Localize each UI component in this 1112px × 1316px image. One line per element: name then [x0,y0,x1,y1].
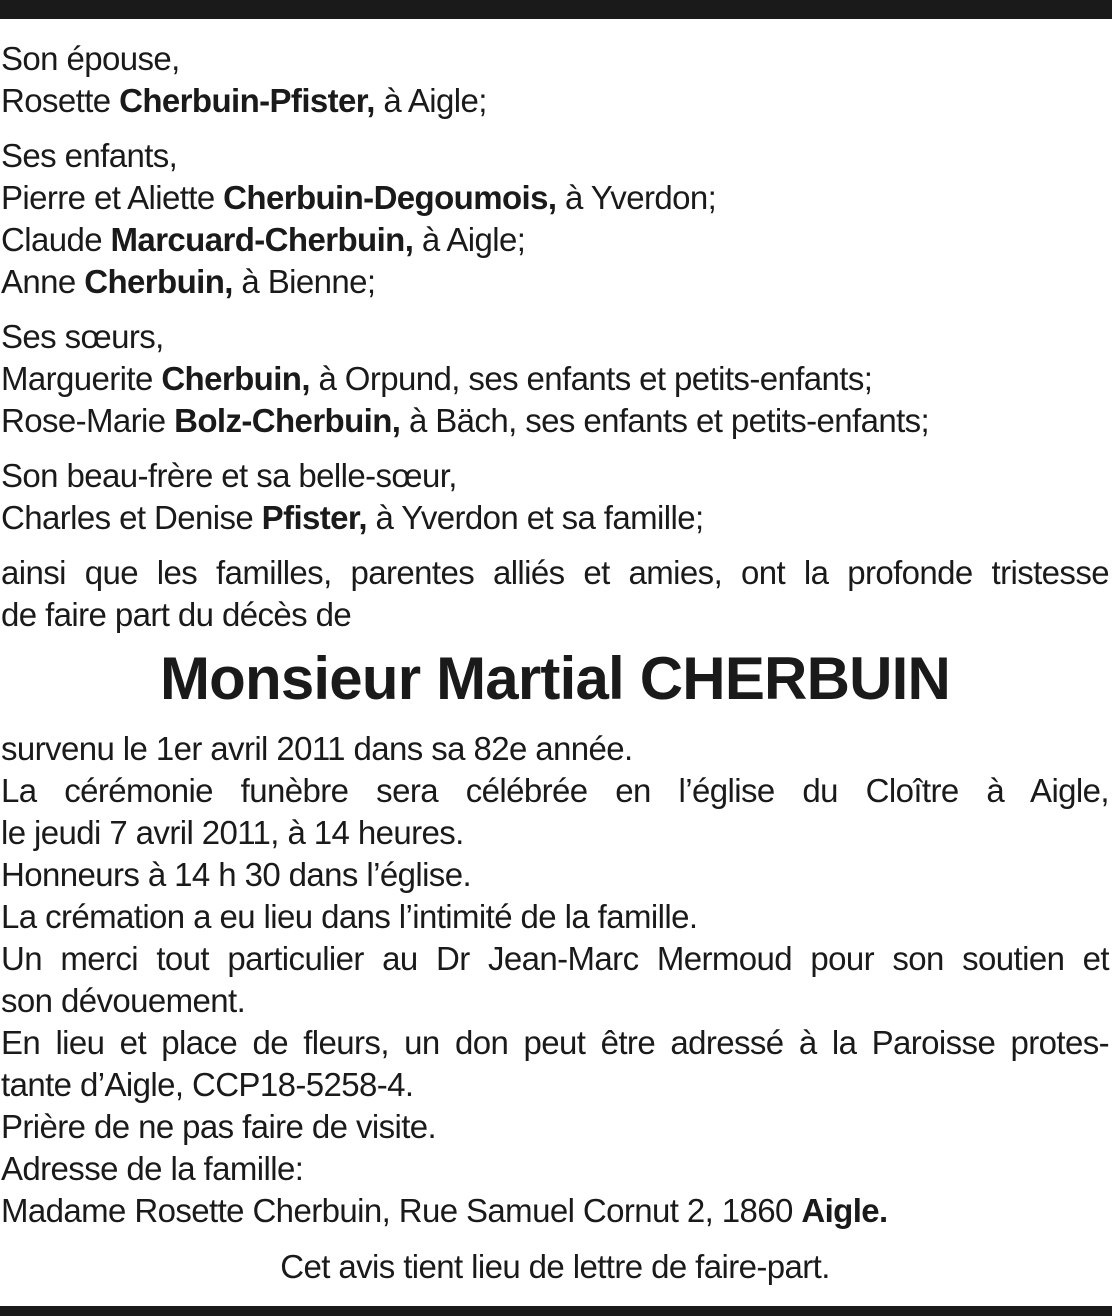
thanks-line: son dévouement. [1,982,246,1019]
spouse-intro: Son épouse, [1,40,180,77]
donation-line: En lieu et place de fleurs, un don peut être adressé à la Paroisse protes- [1,1024,1109,1061]
inlaws-intro: Son beau-frère et sa belle-sœur, [1,457,457,494]
footer-note: Cet avis tient lieu de lettre de faire-part. [280,1248,830,1285]
announcement-line: de faire part du décès de [1,596,352,633]
sister-surname: Bolz-Cherbuin, [174,402,401,439]
sister-line: Marguerite Cherbuin, à Orpund, ses enfants et petits-enfants; [1,360,873,397]
sister-line: Rose-Marie Bolz-Cherbuin, à Bäch, ses enfants et petits-enfants; [1,402,930,439]
children-intro: Ses enfants, [1,137,178,174]
sister-surname: Cherbuin, [161,360,310,397]
spouse-line: Rosette Cherbuin-Pfister, à Aigle; [1,82,487,119]
ceremony-line: La cérémonie funèbre sera célébrée en l’église du Cloître à Aigle, [1,772,1109,809]
child-line: Anne Cherbuin, à Bienne; [1,263,376,300]
bottom-rule [0,1306,1112,1316]
inlaws-line: Charles et Denise Pfister, à Yverdon et sa famille; [1,499,704,536]
inlaws-section [1,455,1109,539]
top-rule [0,0,1112,19]
address-label: Adresse de la famille: [1,1150,304,1187]
announcement-line: ainsi que les familles, parentes alliés et amies, ont la profonde tristesse [1,554,1109,591]
child-surname: Cherbuin-Degoumois, [223,179,557,216]
spouse-section [1,38,1109,122]
deceased-name: Monsieur Martial CHERBUIN [159,645,951,712]
thanks-line: Un merci tout particulier au Dr Jean-Marc Mermoud pour son soutien et [1,940,1109,977]
spouse-surname: Cherbuin-Pfister, [119,82,375,119]
children-section [1,135,1109,303]
address-line: Madame Rosette Cherbuin, Rue Samuel Cornut 2, 1860 Aigle. [1,1192,888,1229]
details-section [1,728,1109,1232]
ceremony-line: le jeudi 7 avril 2011, à 14 heures. [1,814,464,851]
sisters-intro: Ses sœurs, [1,318,164,355]
child-surname: Cherbuin, [84,263,233,300]
honours-line: Honneurs à 14 h 30 dans l’église. [1,856,472,893]
passing-date: survenu le 1er avril 2011 dans sa 82e année. [1,730,633,767]
child-line: Pierre et Aliette Cherbuin-Degoumois, à Yverdon; [1,179,717,216]
notice-body [1,38,1109,1288]
no-visit-line: Prière de ne pas faire de visite. [1,1108,437,1145]
sisters-section [1,316,1109,442]
inlaws-surname: Pfister, [261,499,367,536]
donation-line: tante d’Aigle, CCP18-5258-4. [1,1066,414,1103]
child-line: Claude Marcuard-Cherbuin, à Aigle; [1,221,526,258]
child-surname: Marcuard-Cherbuin, [110,221,414,258]
cremation-line: La crémation a eu lieu dans l’intimité de la famille. [1,898,698,935]
announcement [1,552,1109,636]
address-city: Aigle. [801,1192,888,1229]
